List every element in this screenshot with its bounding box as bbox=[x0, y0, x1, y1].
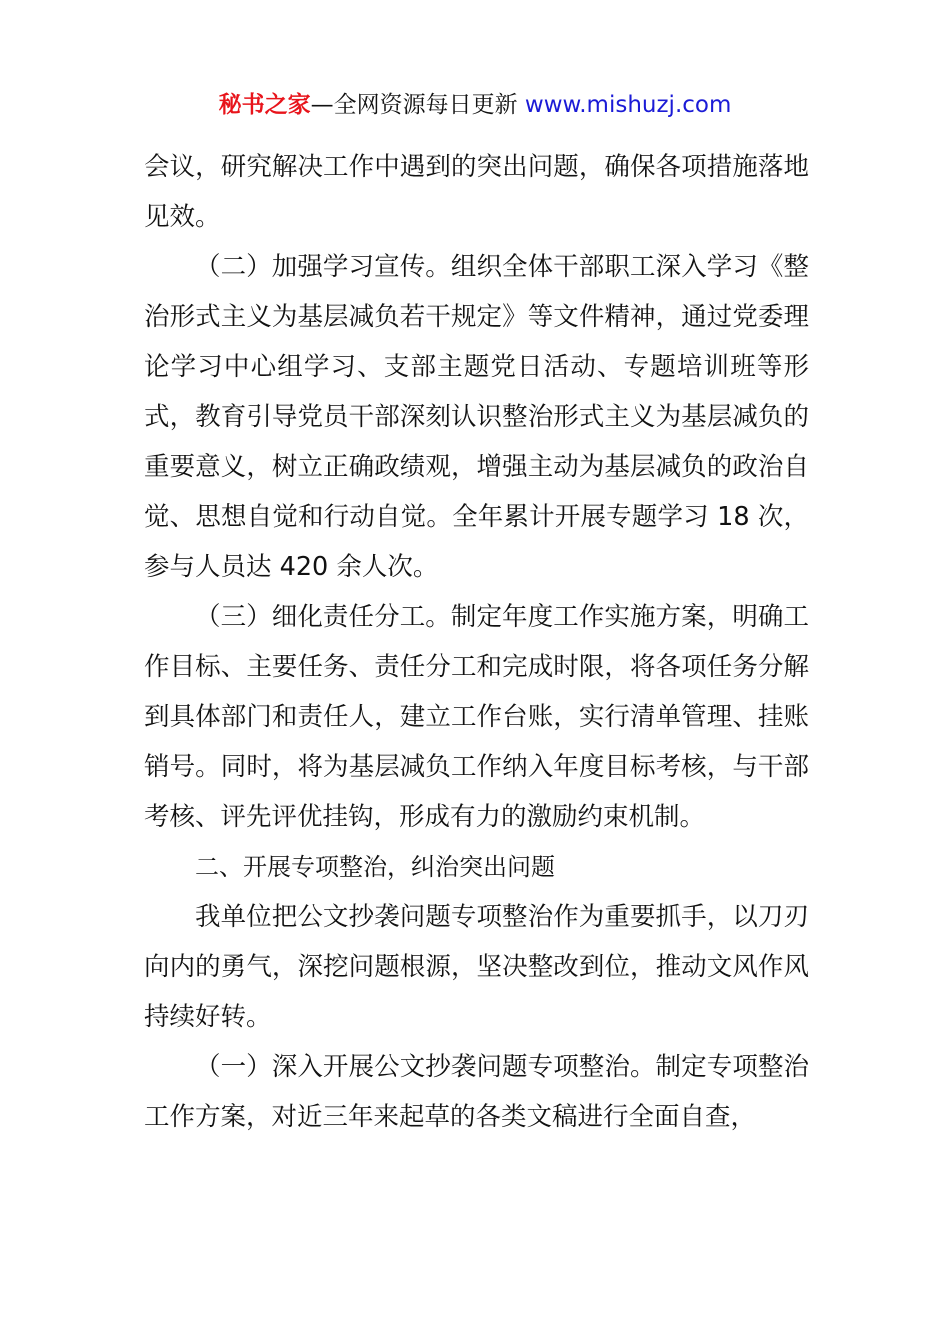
site-url-link[interactable]: www.mishuzj.com bbox=[524, 92, 732, 118]
paragraph-section-intro: 我单位把公文抄袭问题专项整治作为重要抓手，以刀刃向内的勇气，深挖问题根源，坚决整改到位，推动文风作风持续好转。 bbox=[144, 902, 809, 1032]
document-body bbox=[144, 142, 809, 1142]
site-header bbox=[0, 88, 950, 122]
paragraph-plagiarism-rectification: （一）深入开展公文抄袭问题专项整治。制定专项整治工作方案，对近三年来起草的各类文稿进行全面自查， bbox=[144, 1052, 809, 1132]
paragraph-continuation: 会议，研究解决工作中遇到的突出问题，确保各项措施落地见效。 bbox=[144, 152, 809, 232]
paragraph-responsibility: （三）细化责任分工。制定年度工作实施方案，明确工作目标、主要任务、责任分工和完成时限，将各项任务分解到具体部门和责任人，建立工作台账，实行清单管理、挂账销号。同时，将为基层减负工作纳入年度目标考核，与干部考核、评先评优挂钩，形成有力的激励约束机制。 bbox=[144, 602, 809, 832]
site-tagline: —全网资源每日更新 bbox=[310, 92, 525, 118]
section-heading-2: 二、开展专项整治，纠治突出问题 bbox=[195, 853, 555, 881]
site-brand: 秘书之家 bbox=[218, 92, 311, 118]
paragraph-study-publicity: （二）加强学习宣传。组织全体干部职工深入学习《整治形式主义为基层减负若干规定》等文件精神，通过党委理论学习中心组学习、支部主题党日活动、专题培训班等形式，教育引导党员干部深刻认识整治形式主义为基层减负的重要意义，树立正确政绩观，增强主动为基层减负的政治自觉、思想自觉和行动自觉。全年累计开展专题学习 18 次，参与人员达 420 余人次。 bbox=[144, 252, 809, 582]
